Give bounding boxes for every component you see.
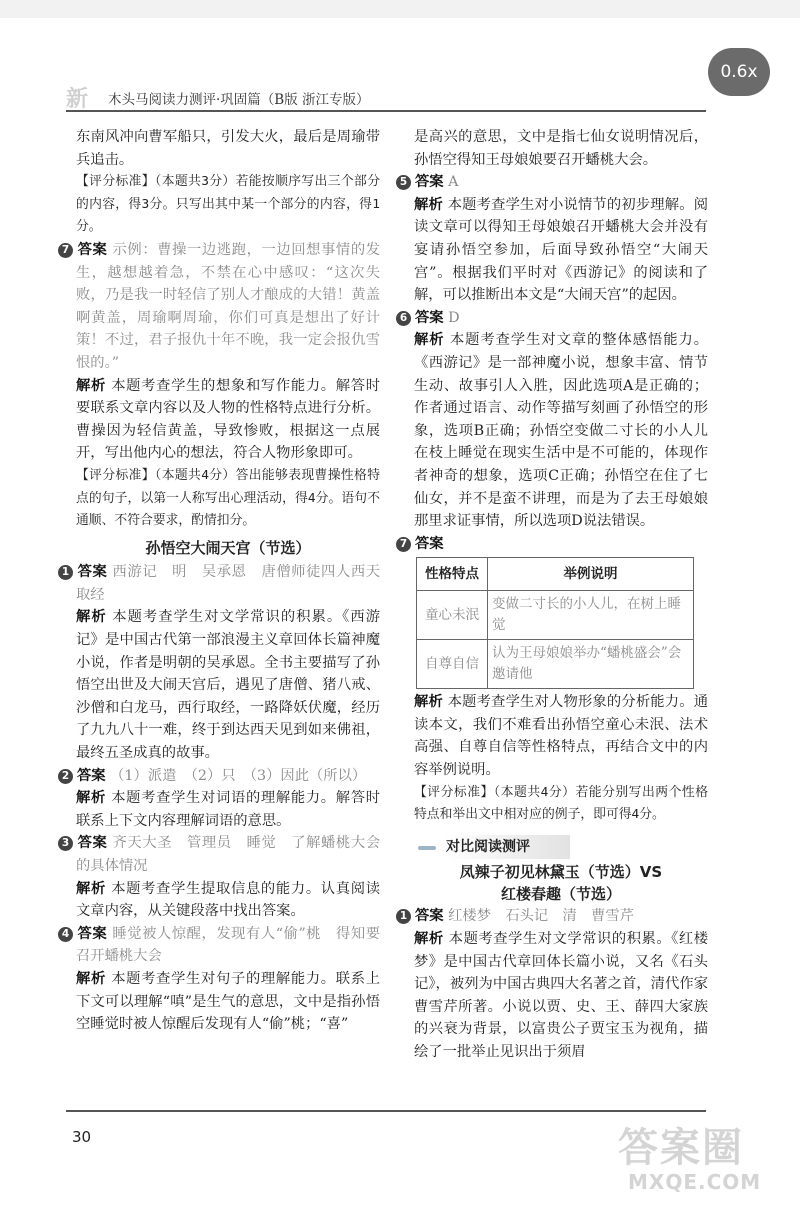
answer-label: 答案 — [415, 908, 444, 925]
analysis-text: 本题考查学生的想象和写作能力。解答时要联系文章内容以及人物的性格特点进行分析。曹操因为轻信黄盖，导致惨败，根据这一点展开，写出他内心的想法，符合人物形象即可。 — [76, 377, 381, 462]
analysis-label: 解析 — [414, 694, 443, 711]
answer-label: 答案 — [77, 241, 108, 258]
answer-label: 答案 — [415, 309, 444, 326]
scoring-standard: 【评分标准】（本题共4分）若能分别写出两个性格特点和举出文中相对应的例子，即可得4分。 — [414, 784, 708, 823]
header-logo: 新 — [66, 87, 89, 112]
question-number: 7 — [58, 243, 73, 258]
table-header: 举例说明 — [488, 558, 694, 591]
question-number: 5 — [396, 175, 411, 190]
footer-rule — [66, 1110, 706, 1112]
right-column — [399, 126, 709, 1064]
page-number: 30 — [72, 1128, 92, 1146]
answer-text: 西游记 明 吴承恩 唐僧师徒四人西天取经 — [76, 564, 381, 603]
answer-text: （1）派遣 （2）只 （3）因此（所以） — [110, 767, 367, 784]
analysis-text: 本题考查学生对人物形象的分析能力。通读本文，我们不难看出孙悟空童心未泯、法术高强、自尊自信等性格特点，再结合文中的内容举例说明。 — [414, 694, 709, 779]
compare-title-line1: 凤辣子初见林黛玉（节选）VS — [459, 863, 663, 882]
example-cell: 认为王母娘娘举办“蟠桃盛会”会邀请他 — [488, 640, 694, 689]
compare-answer-1 — [399, 905, 708, 928]
answer-label: 答案 — [77, 564, 108, 581]
answer-6 — [399, 307, 708, 330]
header-title: 木头马阅读力测评·巩固篇（B版 浙江专版） — [108, 92, 370, 108]
analysis-7 — [414, 691, 708, 781]
question-number: 6 — [396, 311, 411, 326]
answer-text: D — [448, 309, 460, 326]
example-cell: 变做二寸长的小人儿，在树上睡觉 — [488, 591, 694, 640]
analysis-label: 解析 — [76, 880, 106, 897]
analysis-label: 解析 — [414, 931, 444, 948]
trait-table — [416, 557, 694, 689]
answer-text: 示例：曹操一边逃跑，一边回想事情的发生，越想越着急，不禁在心中感叹：“这次失败，乃是我一时轻信了别人才酿成的大错！黄盖啊黄盖，周瑜啊周瑜，你们可真是想出了好计策！不过，君子报仇十年不晚，我一定会报仇雪恨的。” — [76, 241, 381, 371]
answer-label: 答案 — [415, 174, 444, 191]
left-column — [61, 126, 381, 1036]
answer-1 — [61, 561, 381, 606]
answer-label: 答案 — [77, 925, 108, 942]
analysis-text: 本题考查学生提取信息的能力。认真阅读文章内容，从关键段落中找出答案。 — [76, 880, 381, 920]
analysis-3 — [76, 878, 380, 923]
compare-title-line2: 红楼春趣（节选） — [500, 885, 621, 904]
analysis-label: 解析 — [414, 332, 445, 349]
top-band — [0, 0, 800, 18]
analysis-1 — [76, 606, 380, 764]
continued-text: 是高兴的意思，文中是指七仙女说明情况后，孙悟空得知王母娘娘要召开蟠桃大会。 — [414, 129, 708, 168]
analysis-7 — [76, 375, 380, 465]
question-number: 3 — [58, 836, 73, 851]
analysis-text: 本题考查学生对小说情节的初步理解。阅读文章可以得知王母娘娘召开蟠桃大会并没有宴请孙悟空参加，后面导致孙悟空“大闹天宫”。根据我们平时对《西游记》的阅读和了解，可以推断出本文是“大闹天宫”的起因。 — [414, 196, 709, 304]
continued-text: 东南风冲向曹军船只，引发大火，最后是周瑜带兵追击。 — [76, 129, 380, 168]
table-header: 性格特点 — [417, 558, 488, 591]
answer-text: 红楼梦 石头记 清 曹雪芹 — [448, 908, 634, 925]
answer-label: 答案 — [77, 835, 108, 852]
trait-cell: 自尊自信 — [417, 640, 488, 689]
question-number: 1 — [58, 565, 73, 580]
analysis-text: 本题考查学生对文学常识的积累。《西游记》是中国古代第一部浪漫主义章回体长篇神魔小说，作者是明朝的吴承恩。全书主要描写了孙悟空出世及大闹天宫后，遇见了唐僧、猪八戒、沙僧和白龙马，西行取经，一路降妖伏魔，经历了九九八十一难，终于到达西天见到如来佛祖，最终五圣成真的故事。 — [76, 609, 380, 762]
answer-7 — [399, 533, 708, 556]
analysis-4 — [76, 968, 380, 1036]
answer-label: 答案 — [77, 767, 106, 784]
analysis-2 — [76, 787, 380, 832]
analysis-label: 解析 — [76, 377, 106, 394]
answer-text: A — [448, 174, 459, 191]
trait-cell: 童心未泯 — [417, 591, 488, 640]
watermark-url: MXQE.COM — [628, 1170, 762, 1194]
header-rule — [66, 110, 706, 112]
compare-tag-label: 对比阅读测评 — [444, 835, 570, 860]
table-row — [417, 640, 694, 689]
answer-5 — [399, 171, 708, 194]
zoom-indicator[interactable]: 0.6x — [708, 48, 770, 96]
analysis-text: 本题考查学生对词语的理解能力。解答时联系上下文内容理解词语的意思。 — [76, 790, 381, 829]
table-row — [417, 591, 694, 640]
answer-7 — [61, 239, 381, 375]
answer-label: 答案 — [415, 535, 444, 552]
analysis-text: 本题考查学生对句子的理解能力。联系上下文可以理解“嗔”是生气的意思，文中是指孙悟空睡觉时被人惊醒后发现有人“偷”桃；“喜” — [76, 970, 381, 1033]
answer-2 — [61, 765, 380, 788]
scoring-standard: 【评分标准】（本题共4分）答出能够表现曹操性格特点的句子，以第一人称写出心理活动，得4分。语句不通顺、不符合要求，酌情扣分。 — [76, 467, 380, 529]
answer-3 — [61, 832, 381, 877]
question-number: 2 — [58, 769, 73, 784]
scoring-standard: 【评分标准】（本题共3分）若能按顺序写出三个部分的内容，得3分。只写出其中某一个部分的内容，得1分。 — [76, 174, 380, 235]
answer-4 — [61, 923, 381, 968]
watermark: 答案圈 — [618, 1125, 744, 1171]
question-number: 4 — [58, 927, 73, 942]
analysis-label: 解析 — [414, 196, 443, 213]
analysis-label: 解析 — [76, 609, 107, 626]
analysis-text: 本题考查学生对文学常识的积累。《红楼梦》是中国古代章回体长篇小说，又名《石头记》，被列为中国古典四大名著之首，清代作家曹雪芹所著。小说以贾、史、王、薛四大家族的兴衰为背景，以富贵公子贾宝玉为视角，描绘了一批举止见识出于须眉 — [414, 931, 708, 1060]
question-number: 7 — [396, 537, 411, 552]
table-header-row — [417, 558, 694, 591]
analysis-5 — [414, 194, 708, 307]
bird-icon — [414, 840, 444, 854]
answer-text: 齐天大圣 管理员 睡觉 了解蟠桃大会的具体情况 — [76, 835, 381, 874]
analysis-label: 解析 — [76, 970, 106, 987]
analysis-text: 本题考查学生对文章的整体感悟能力。《西游记》是一部神魔小说，想象丰富、情节生动、故事引人入胜，因此选项A是正确的；作者通过语言、动作等描写刻画了孙悟空的形象，选项B正确；孙悟空变做二寸长的小人儿在枝上睡觉在现实生活中是不可能的，体现作者神奇的想象，选项C正确；孙悟空在住了七仙女，并不是蛮不讲理，而是为了去王母娘娘那里求证事情，所以选项D说法错误。 — [414, 332, 708, 530]
compare-analysis-1 — [414, 928, 708, 1064]
answer-text: 睡觉被人惊醒，发现有人“偷”桃 得知要召开蟠桃大会 — [76, 925, 381, 965]
compare-tag — [414, 835, 708, 860]
analysis-label: 解析 — [76, 790, 106, 807]
section-title: 孙悟空大闹天宫（节选） — [145, 538, 311, 557]
question-number: 1 — [396, 909, 411, 924]
analysis-6 — [414, 329, 708, 532]
